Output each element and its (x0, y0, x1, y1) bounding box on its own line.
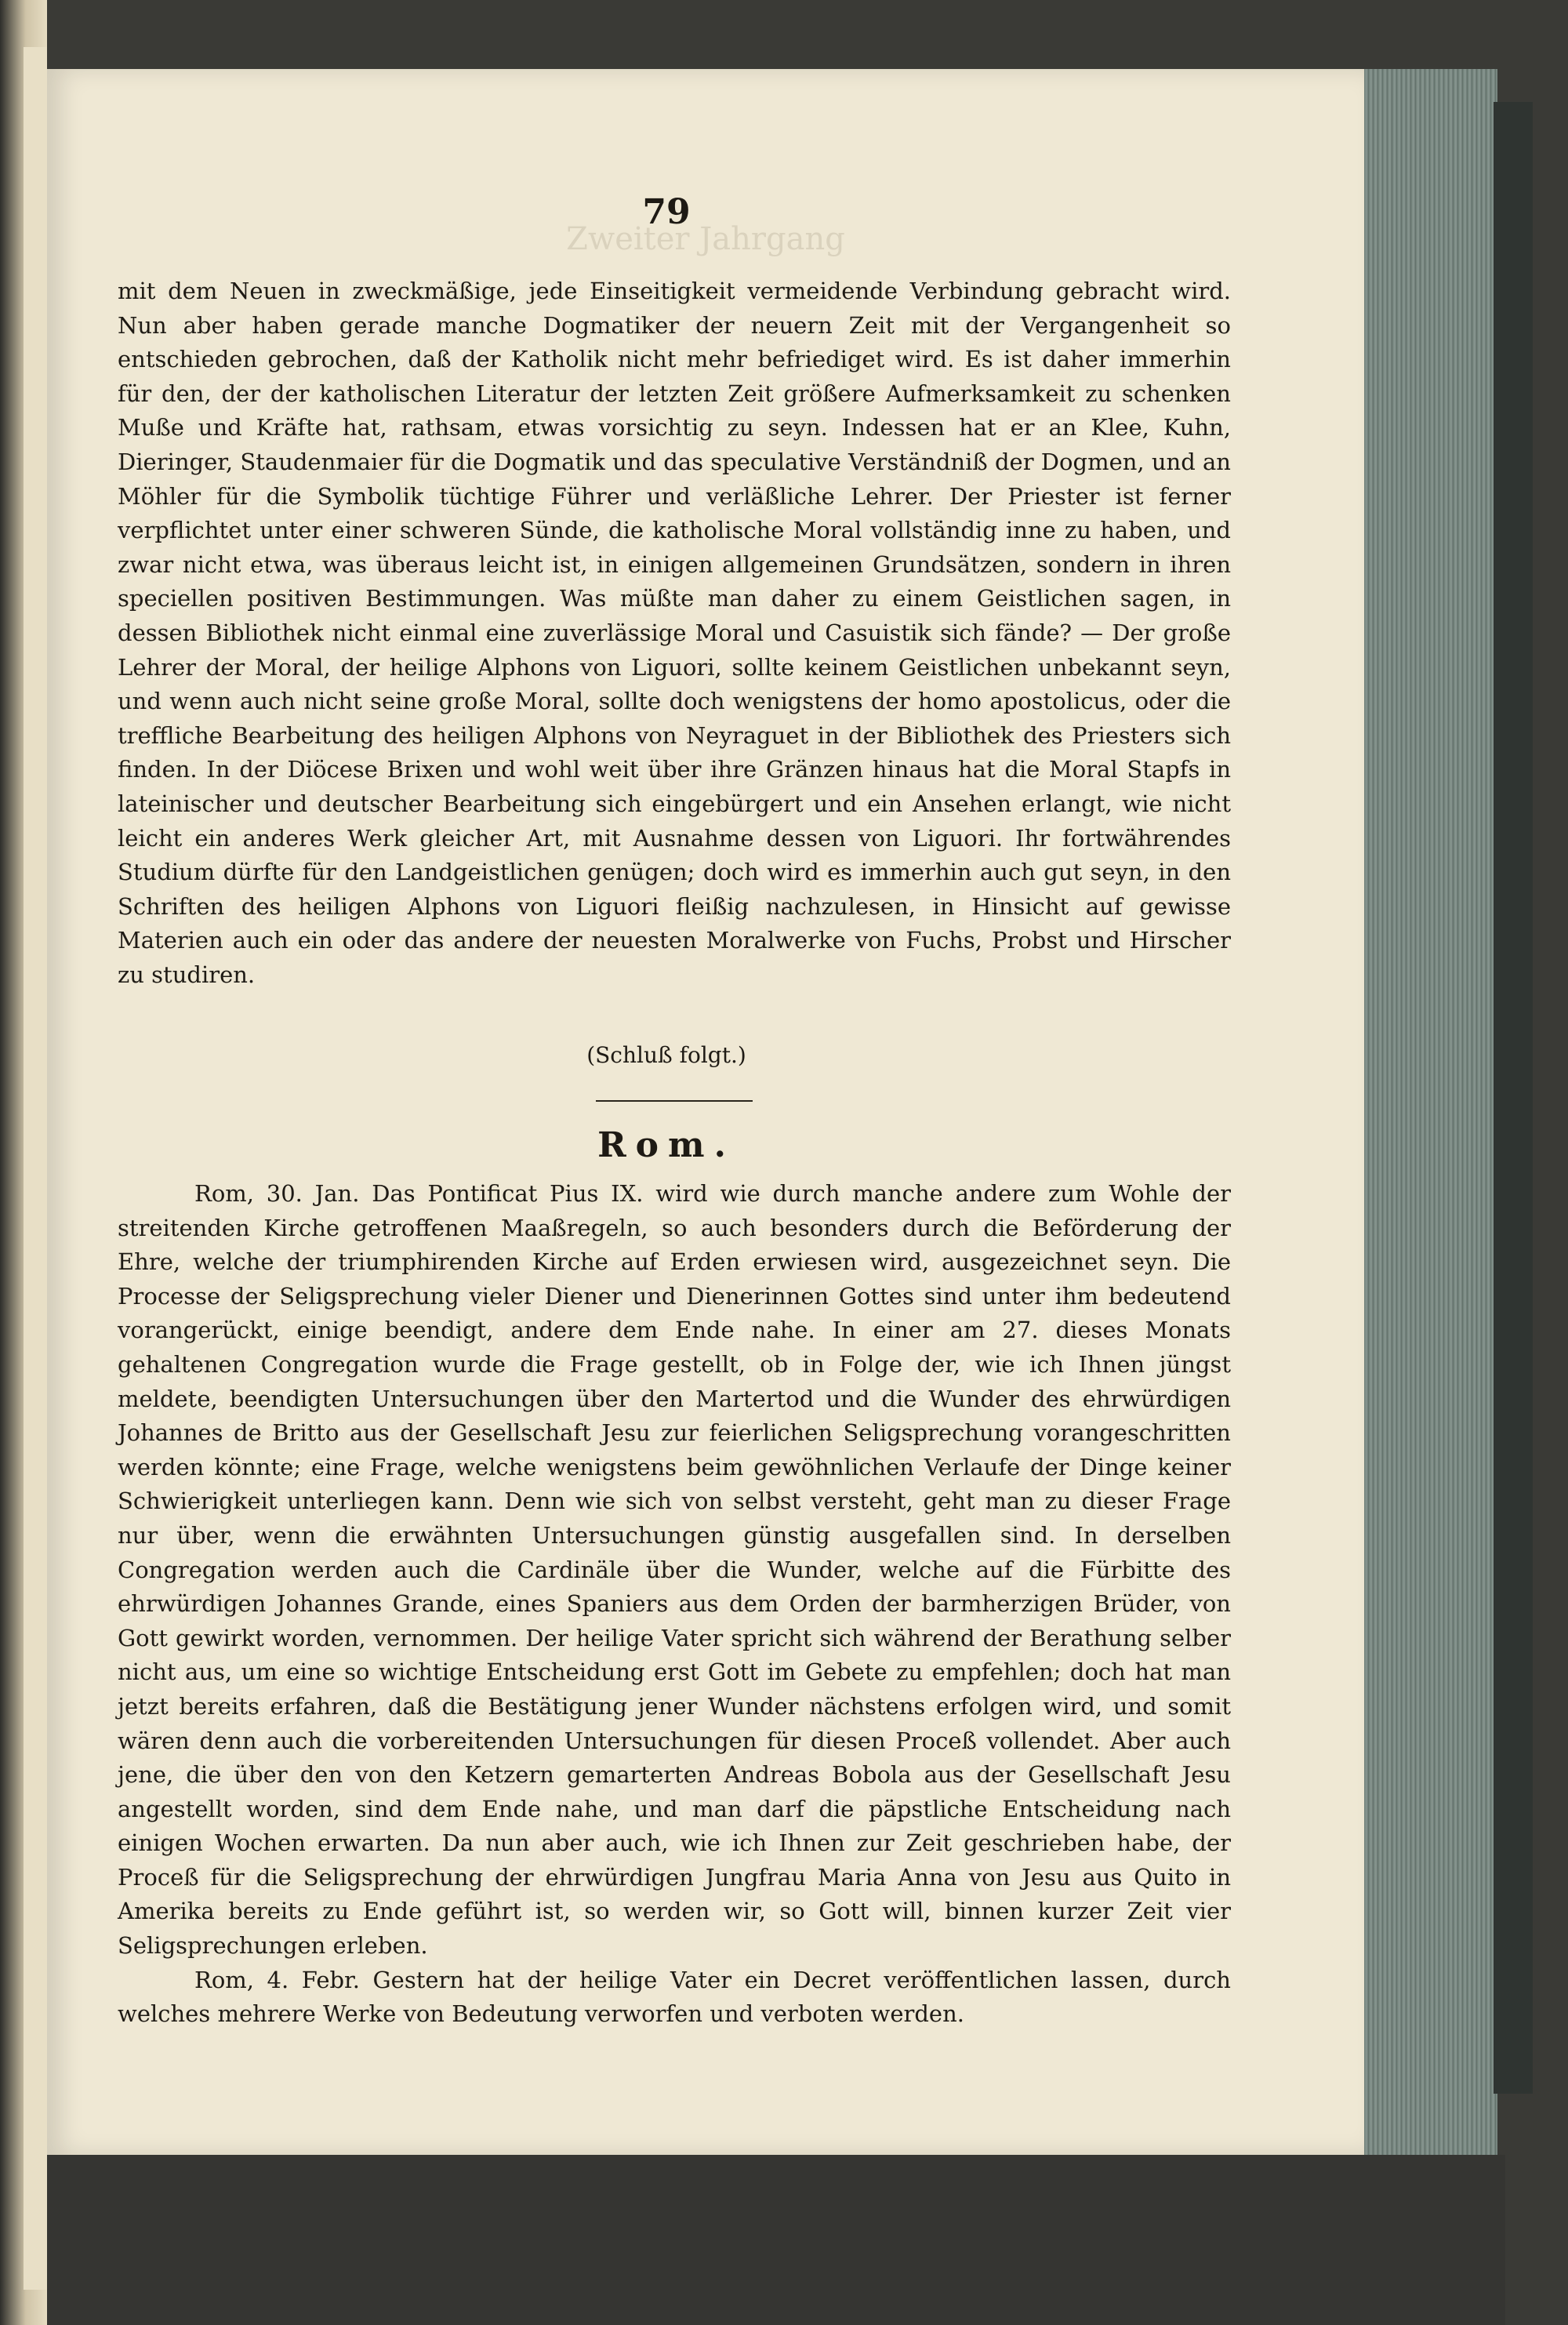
show-through-header: Zweiter Jahrgang (566, 221, 845, 257)
continued-article (118, 274, 1231, 992)
report-paragraph-jan-30: Rom, 30. Jan. Das Pontificat Pius IX. wird wie durch manche andere zum Wohle der streitenden Kirche getroffenen Maaßregeln, so auch besonders durch die Beförderung der Ehre, welche der triumphirenden Kirche auf Erden erwiesen wird, ausgezeichnet seyn. Die Processe der Seligsprechung vieler Diener und Dienerinnen Gottes sind unter ihm bedeutend vorangerückt, einige beendigt, andere dem Ende nahe. In einer am 27. dieses Monats gehaltenen Congregation wurde die Frage gestellt, ob in Folge der, wie ich Ihnen jüngst meldete, beendigten Untersuchungen über den Martertod und die Wunder des ehrwürdigen Johannes de Britto aus der Gesellschaft Jesu zur feierlichen Seligsprechung vorangeschritten werden könnte; eine Frage, welche wenigstens beim gewöhnlichen Verlaufe der Dinge keiner Schwierigkeit unterliegen kann. Denn wie sich von selbst versteht, geht man zu dieser Frage nur über, wenn die erwähnten Untersuchungen günstig ausgefallen sind. In derselben Congregation werden auch die Cardinäle über die Wunder, welche auf die Fürbitte des ehrwürdigen Johannes Grande, eines Spaniers aus dem Orden der barmherzigen Brüder, von Gott gewirkt worden, vernommen. Der heilige Vater spricht sich während der Berathung selber nicht aus, um eine so wichtige Entscheidung erst Gott im Gebete zu empfehlen; doch hat man jetzt bereits erfahren, daß die Bestätigung jener Wunder nächstens erfolgen wird, und somit wären denn auch die vorbereitenden Untersuchungen für diesen Proceß vollendet. Aber auch jene, die über den von den Ketzern gemarterten Andreas Bobola aus der Gesellschaft Jesu angestellt worden, sind dem Ende nahe, und man darf die päpstliche Entscheidung nach einigen Wochen erwarten. Da nun aber auch, wie ich Ihnen zur Zeit geschrieben habe, der Proceß für die Seligsprechung der ehrwürdigen Jungfrau Maria Anna von Jesu aus Quito in Amerika bereits zu Ende geführt ist, so werden wir, so Gott will, binnen kurzer Zeit vier Seligsprechungen erleben. (118, 1180, 1231, 1960)
section-divider (596, 1100, 753, 1102)
background-bottom (47, 2155, 1505, 2325)
page-block-edge (1364, 69, 1497, 2171)
report-paragraph-feb-4: Rom, 4. Febr. Gestern hat der heilige Vater ein Decret veröffentlichen lassen, durch welches mehrere Werke von Bedeutung verworfen und verboten werden. (118, 1966, 1231, 2028)
book-spine-shadow (1494, 102, 1533, 2094)
rome-reports (118, 1177, 1231, 2032)
page-number: 79 (642, 192, 691, 232)
to-be-continued-note: (Schluß folgt.) (586, 1042, 746, 1068)
left-page-edge (24, 47, 47, 2290)
continued-paragraph: mit dem Neuen in zweckmäßige, jede Einseitigkeit vermeidende Verbindung gebracht wird. Nun aber haben gerade manche Dogmatiker der neuern Zeit mit der Vergangenheit so entschieden gebrochen, daß der Katholik nicht mehr befriediget wird. Es ist daher immerhin für den, der der katholischen Literatur der letzten Zeit größere Aufmerksamkeit zu schenken Muße und Kräfte hat, rathsam, etwas vorsichtig zu seyn. Indessen hat er an Klee, Kuhn, Dieringer, Staudenmaier für die Dogmatik und das speculative Verständniß der Dogmen, und an Möhler für die Symbolik tüchtige Führer und verläßliche Lehrer. Der Priester ist ferner verpflichtet unter einer schweren Sünde, die katholische Moral vollständig inne zu haben, und zwar nicht etwa, was überaus leicht ist, in einigen allgemeinen Grundsätzen, sondern in ihren speciellen positiven Bestimmungen. Was müßte man daher zu einem Geistlichen sagen, in dessen Bibliothek nicht einmal eine zuverlässige Moral und Casuistik sich fände? — Der große Lehrer der Moral, der heilige Alphons von Liguori, sollte keinem Geistlichen unbekannt seyn, und wenn auch nicht seine große Moral, sollte doch wenigstens der homo apostolicus, oder die treffliche Bearbeitung des heiligen Alphons von Neyraguet in der Bibliothek des Priesters sich finden. In der Diöcese Brixen und wohl weit über ihre Gränzen hinaus hat die Moral Stapfs in lateinischer und deutscher Bearbeitung sich eingebürgert und ein Ansehen erlangt, wie nicht leicht ein anderes Werk gleicher Art, mit Ausnahme dessen von Liguori. Ihr fortwährendes Studium dürfte für den Landgeistlichen genügen; doch wird es immerhin auch gut seyn, in den Schriften des heiligen Alphons von Liguori fleißig nachzulesen, in Hinsicht auf gewisse Materien auch ein oder das andere der neuesten Moralwerke von Fuchs, Probst und Hirscher zu studiren. (118, 278, 1231, 988)
section-heading-rome: Rom. (597, 1125, 735, 1165)
